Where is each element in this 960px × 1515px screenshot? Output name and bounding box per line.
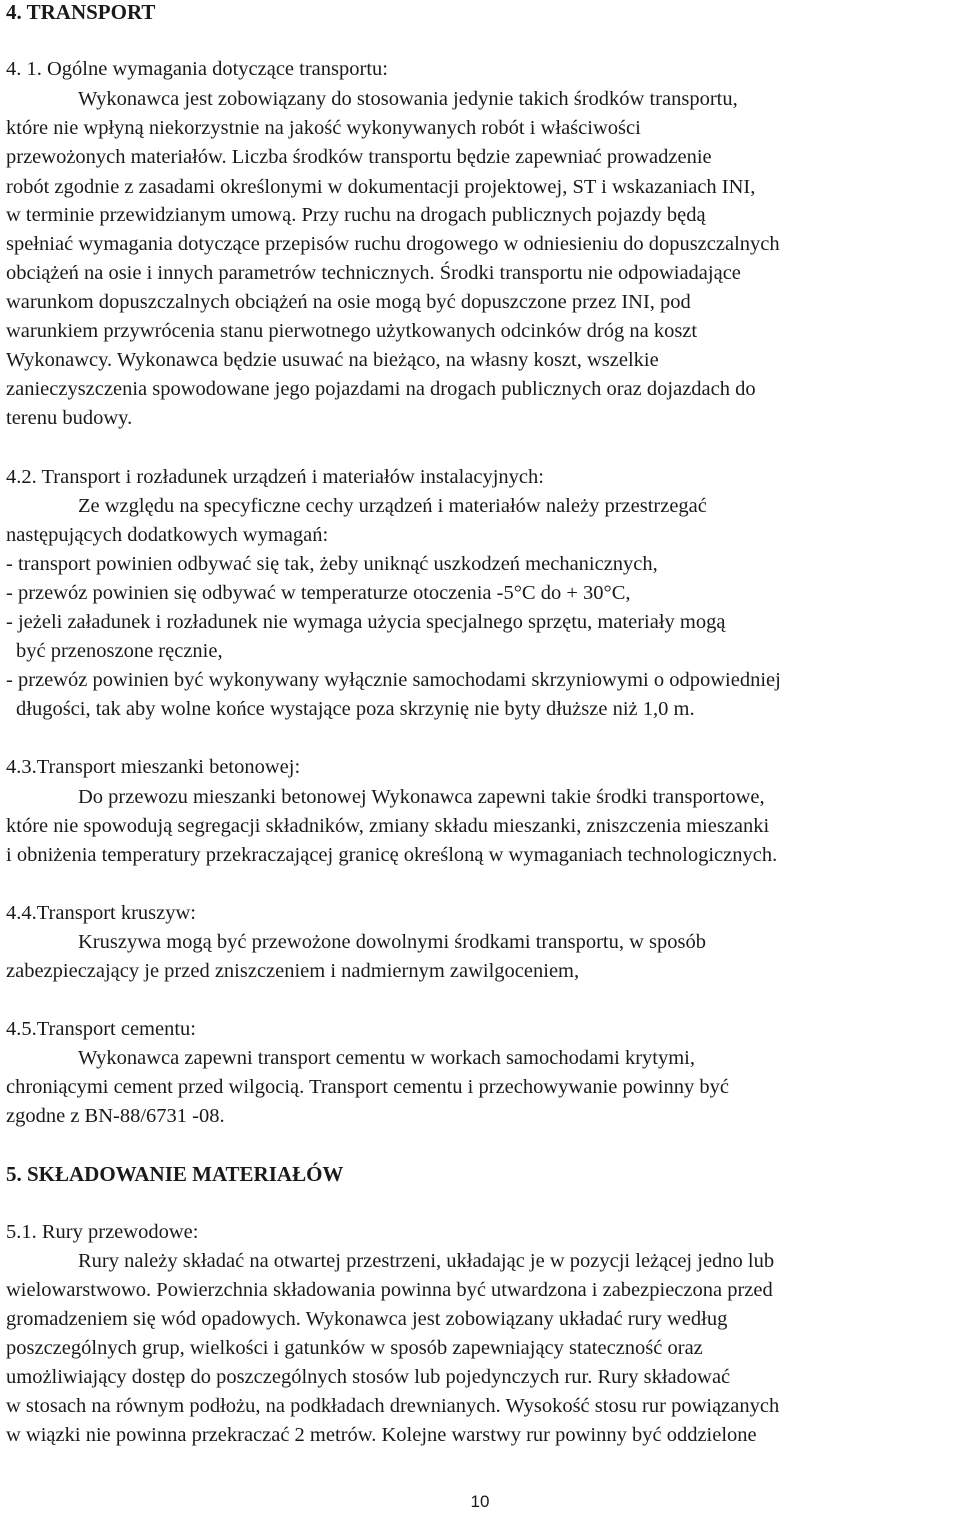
text-line: następujących dodatkowych wymagań:: [6, 524, 329, 546]
text-line: poszczególnych grup, wielkości i gatunków w sposób zapewniający stateczność oraz: [6, 1337, 703, 1359]
text-line: spełniać wymagania dotyczące przepisów ruchu drogowego w odniesieniu do dopuszczalnych: [6, 233, 780, 255]
text-line: w wiązki nie powinna przekraczać 2 metrów. Kolejne warstwy rur powinny być oddzielone: [6, 1424, 757, 1446]
section-heading: 5. SKŁADOWANIE MATERIAŁÓW: [6, 1162, 344, 1186]
subsection-title: 5.1. Rury przewodowe:: [6, 1221, 199, 1243]
text-line: - transport powinien odbywać się tak, żeby uniknąć uszkodzeń mechanicznych,: [6, 553, 658, 575]
text-line: wielowarstwowo. Powierzchnia składowania powinna być utwardzona i zabezpieczona przed: [6, 1279, 773, 1301]
text-line: być przenoszone ręcznie,: [16, 640, 223, 662]
subsection-title: 4.5.Transport cementu:: [6, 1018, 196, 1040]
text-line: w terminie przewidzianym umową. Przy ruchu na drogach publicznych pojazdy będą: [6, 204, 706, 226]
text-line: zabezpieczający je przed zniszczeniem i nadmiernym zawilgoceniem,: [6, 960, 580, 982]
text-line: warunkom dopuszczalnych obciążeń na osie mogą być dopuszczone przez INI, pod: [6, 291, 691, 313]
text-line: gromadzeniem się wód opadowych. Wykonawca jest zobowiązany układać rury według: [6, 1308, 728, 1330]
text-line: - przewóz powinien być wykonywany wyłącznie samochodami skrzyniowymi o odpowiedniej: [6, 669, 781, 691]
text-line: w stosach na równym podłożu, na podkładach drewnianych. Wysokość stosu rur powiązanych: [6, 1395, 780, 1417]
text-line: robót zgodnie z zasadami określonymi w dokumentacji projektowej, ST i wskazaniach INI,: [6, 176, 756, 198]
text-line: zgodne z BN-88/6731 -08.: [6, 1105, 225, 1127]
text-line: Do przewozu mieszanki betonowej Wykonawca zapewni takie środki transportowe,: [78, 786, 765, 808]
text-line: terenu budowy.: [6, 407, 133, 429]
text-line: Wykonawca zapewni transport cementu w workach samochodami krytymi,: [78, 1047, 695, 1069]
text-line: - jeżeli załadunek i rozładunek nie wymaga użycia specjalnego sprzętu, materiały mogą: [6, 611, 726, 633]
text-line: umożliwiający dostęp do poszczególnych stosów lub pojedynczych rur. Rury składować: [6, 1366, 731, 1388]
text-line: Kruszywa mogą być przewożone dowolnymi środkami transportu, w sposób: [78, 931, 706, 953]
subsection-title: 4.4.Transport kruszyw:: [6, 902, 197, 924]
text-line: - przewóz powinien się odbywać w temperaturze otoczenia -5°C do + 30°C,: [6, 582, 631, 604]
text-line: które nie spowodują segregacji składników, zmiany składu mieszanki, zniszczenia mieszanki: [6, 815, 770, 837]
page-number: 10: [470, 1492, 490, 1511]
subsection-title: 4.2. Transport i rozładunek urządzeń i materiałów instalacyjnych:: [6, 466, 544, 488]
text-line: warunkiem przywrócenia stanu pierwotnego użytkowanych odcinków dróg na koszt: [6, 320, 698, 342]
text-line: przewożonych materiałów. Liczba środków transportu będzie zapewniać prowadzenie: [6, 146, 712, 168]
text-line: obciążeń na osie i innych parametrów technicznych. Środki transportu nie odpowiadające: [6, 262, 741, 284]
text-line: Rury należy składać na otwartej przestrzeni, układając je w pozycji leżącej jedno lub: [78, 1250, 775, 1272]
subsection-title: 4. 1. Ogólne wymagania dotyczące transportu:: [6, 58, 388, 80]
text-line: które nie wpłyną niekorzystnie na jakość wykonywanych robót i właściwości: [6, 117, 641, 139]
text-line: długości, tak aby wolne końce wystające poza skrzynię nie byty dłuższe niż 1,0 m.: [16, 698, 695, 720]
text-line: Wykonawca jest zobowiązany do stosowania jedynie takich środków transportu,: [78, 88, 738, 110]
text-line: i obniżenia temperatury przekraczającej granicę określoną w wymaganiach technologicznych.: [6, 844, 778, 866]
text-line: zanieczyszczenia spowodowane jego pojazdami na drogach publicznych oraz dojazdach do: [6, 378, 756, 400]
text-line: chroniącymi cement przed wilgocią. Transport cementu i przechowywanie powinny być: [6, 1076, 729, 1098]
subsection-title: 4.3.Transport mieszanki betonowej:: [6, 756, 301, 778]
text-line: Ze względu na specyficzne cechy urządzeń i materiałów należy przestrzegać: [78, 495, 707, 517]
text-line: Wykonawcy. Wykonawca będzie usuwać na bieżąco, na własny koszt, wszelkie: [6, 349, 659, 371]
section-heading: 4. TRANSPORT: [6, 0, 156, 24]
